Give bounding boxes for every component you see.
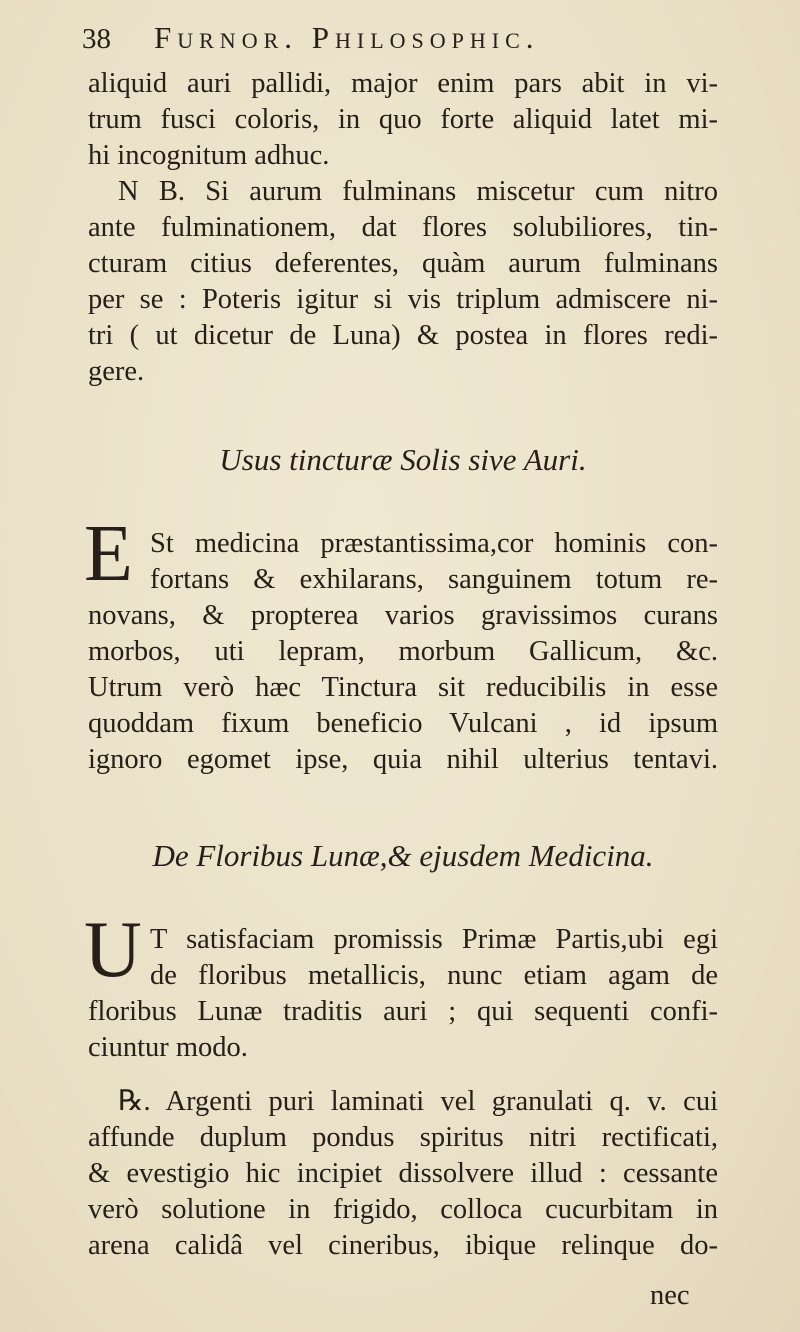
text-line: N B. Si aurum fulminans miscetur cum nitro [118,176,718,207]
text-line: affunde duplum pondus spiritus nitri rectificati, [88,1122,718,1153]
text-line: fortans & exhilarans, sanguinem totum re- [150,564,718,595]
text-line: morbos, uti lepram, morbum Gallicum, &c. [88,636,718,667]
page-number: 38 [82,23,111,55]
text-line: verò solutione in frigido, colloca cucurbitam in [88,1194,718,1225]
text-line: novans, & propterea varios gravissimos curans [88,600,718,631]
text-line: quoddam fixum beneficio Vulcani , id ipsum [88,708,718,739]
text-line: Utrum verò hæc Tinctura sit reducibilis in esse [88,672,718,703]
text-line: floribus Lunæ traditis auri ; qui sequenti confi- [88,996,718,1027]
text-line: hi incognitum adhuc. [88,140,330,171]
text-line: aliquid auri pallidi, major enim pars abit in vi- [88,68,718,99]
text-line: ciuntur modo. [88,1032,248,1063]
running-head: Furnor. Philosophic. [154,20,540,55]
drop-cap: U [84,906,142,994]
text-line: per se : Poteris igitur si vis triplum admiscere ni- [88,284,718,315]
text-line: ante fulminationem, dat flores solubiliores, tin- [88,212,718,243]
text-line: arena calidâ vel cineribus, ibique relinque do- [88,1230,718,1261]
text-line: ignoro egomet ipse, quia nihil ulterius tentavi. [88,744,718,775]
text-line: & evestigio hic incipiet dissolvere illud : cessante [88,1158,718,1189]
text-line: St medicina præstantissima,cor hominis con- [150,528,718,559]
text-line: gere. [88,356,145,387]
section-heading: Usus tincturæ Solis sive Auri. [219,442,587,477]
text-line: tri ( ut dicetur de Luna) & postea in flores redi- [88,320,718,351]
text-line: ℞. Argenti puri laminati vel granulati q. v. cui [118,1086,718,1117]
text-line: cturam citius deferentes, quàm aurum fulminans [88,248,718,279]
section-heading: De Floribus Lunæ,& ejusdem Medicina. [152,838,654,873]
text-line: trum fusci coloris, in quo forte aliquid latet mi- [88,104,718,135]
text-line: T satisfaciam promissis Primæ Partis,ubi egi [150,924,718,955]
catchword: nec [650,1280,690,1311]
drop-cap: E [84,510,133,598]
text-line: de floribus metallicis, nunc etiam agam de [150,960,718,991]
page-header [82,20,722,60]
